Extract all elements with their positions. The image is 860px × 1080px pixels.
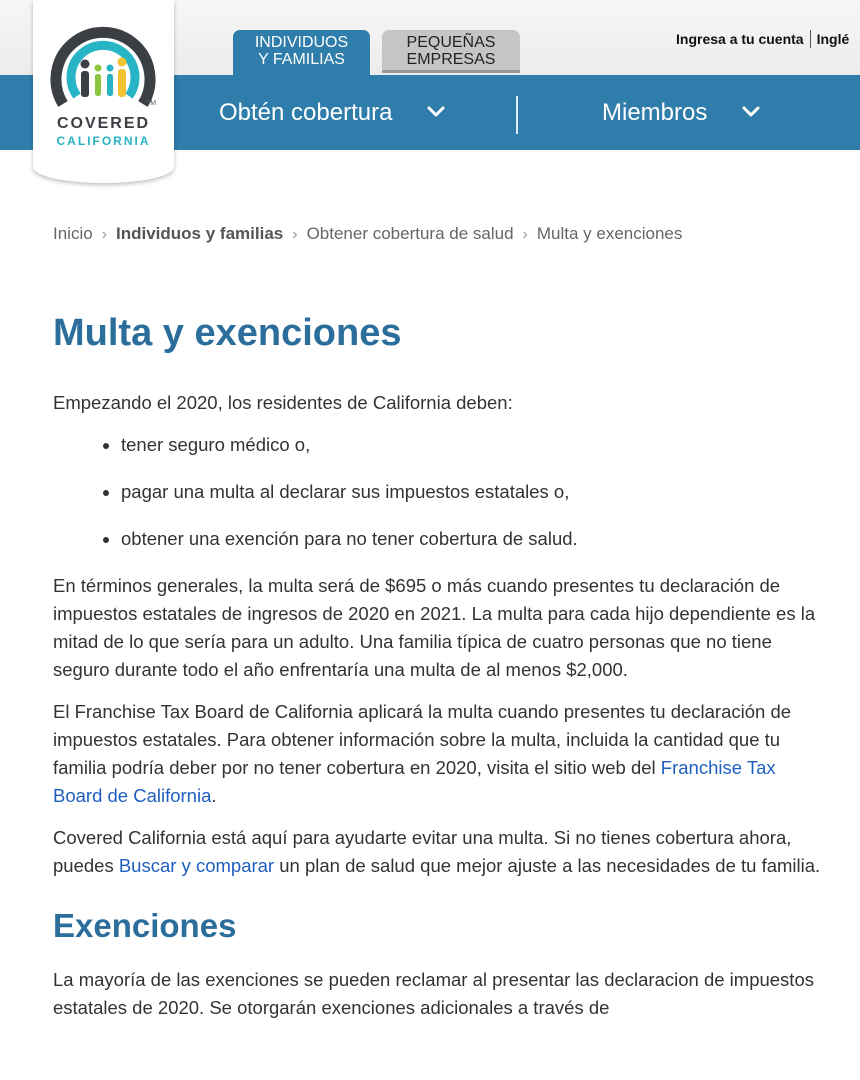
help-paragraph — [53, 824, 828, 880]
breadcrumb-get-coverage[interactable]: Obtener cobertura de salud — [306, 224, 514, 243]
account-links — [676, 30, 849, 48]
logo-text-california: CALIFORNIA — [56, 134, 151, 148]
breadcrumb-separator-icon: › — [292, 226, 298, 243]
breadcrumb-current: Multa y exenciones — [536, 224, 683, 243]
trademark-mark: TM — [146, 100, 157, 107]
nav-get-coverage-label: Obtén cobertura — [219, 99, 393, 126]
nav-get-coverage[interactable] — [219, 75, 445, 150]
help-text: Covered California está aquí para ayudarte evitar una multa. Si no tienes cobertura ahora, puedes — [53, 827, 792, 876]
section-title-exemptions: Exenciones — [53, 907, 237, 944]
help-text-end: un plan de salud que mejor ajuste a las necesidades de tu familia. — [274, 855, 821, 876]
ftb-paragraph — [53, 698, 828, 810]
breadcrumb — [53, 224, 682, 244]
exemptions-paragraph: La mayoría de las exenciones se pueden reclamar al presentar las declaracion de impuestos estatales de 2020. Se otorgarán exenciones adicionales a través de — [53, 969, 814, 1018]
logo-text-covered: COVERED — [56, 115, 151, 132]
tab-label-line2: EMPRESAS — [406, 51, 496, 68]
penalty-paragraph: En términos generales, la multa será de $695 o más cuando presentes tu declaración de impuestos estatales de ingresos de 2020 en 2021. La multa para cada hijo dependiente es la mitad de lo que sería para un adulto. Una familia típica de cuatro personas que no tiene seguro durante todo el año enfrentaría una multa de al menos $2,000. — [53, 575, 816, 680]
nav-divider — [516, 96, 518, 134]
tab-label-line1: PEQUEÑAS — [406, 34, 496, 51]
tab-individuals-families[interactable] — [233, 30, 370, 75]
shop-compare-link[interactable]: Buscar y comparar — [118, 855, 275, 876]
account-link-divider — [810, 30, 811, 48]
breadcrumb-separator-icon: › — [522, 226, 528, 243]
sign-in-link[interactable]: Ingresa a tu cuenta — [676, 31, 804, 47]
list-item: obtener una exención para no tener cobertura de salud. — [53, 525, 828, 553]
nav-members[interactable] — [602, 75, 760, 150]
chevron-down-icon — [427, 106, 445, 118]
covered-california-logo[interactable] — [33, 0, 174, 183]
ftb-text: El Franchise Tax Board de California aplicará la multa cuando presentes tu declaración de impuestos estatales. Para obtener información sobre la multa, incluida la cantidad que tu familia podría deber por no tener cobertura en 2020, visita el sitio web del — [53, 701, 792, 778]
main-content — [53, 310, 828, 1036]
nav-members-label: Miembros — [602, 99, 708, 126]
logo-emblem-icon — [49, 16, 157, 112]
tab-label-line1: INDIVIDUOS — [254, 34, 349, 51]
chevron-down-icon — [742, 106, 760, 118]
language-link[interactable]: Inglé — [816, 31, 850, 47]
ftb-text-end: . — [211, 785, 217, 806]
list-item: tener seguro médico o, — [53, 431, 828, 459]
breadcrumb-home[interactable]: Inicio — [53, 224, 93, 243]
list-item: pagar una multa al declarar sus impuestos estatales o, — [53, 478, 828, 506]
tab-small-business[interactable] — [382, 30, 520, 73]
breadcrumb-separator-icon: › — [101, 226, 108, 243]
intro-paragraph: Empezando el 2020, los residentes de California deben: — [53, 392, 513, 413]
breadcrumb-individuals[interactable]: Individuos y familias — [116, 224, 284, 243]
tab-label-line2: Y FAMILIAS — [258, 51, 345, 68]
ftb-link[interactable]: Franchise Tax Board de California — [53, 757, 776, 806]
requirements-list — [53, 431, 828, 553]
page-title: Multa y exenciones — [53, 312, 402, 354]
